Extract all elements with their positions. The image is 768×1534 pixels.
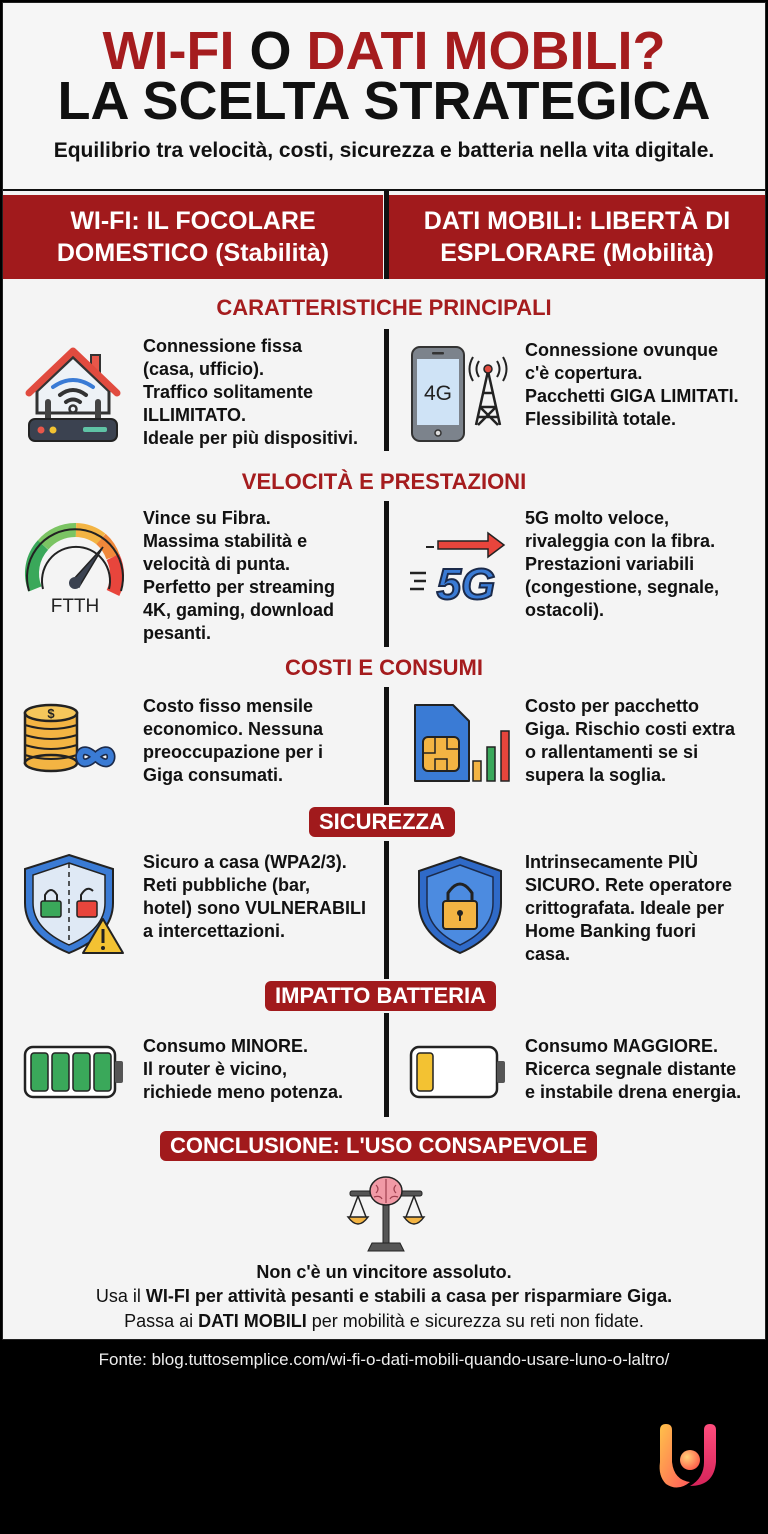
battery-full-icon [23, 1045, 127, 1104]
text-span: per attività pesanti e stabili a casa per risparmiare Giga. [189, 1286, 673, 1306]
text-line: supera la soglia. [525, 765, 667, 785]
text-line: Home Banking fuori [525, 921, 697, 941]
shield-locks-warning-icon [21, 853, 126, 963]
text-line: Costo per pacchetto [525, 696, 700, 716]
column-header-mobile-line1: DATI MOBILI: LIBERTÀ DI [423, 207, 731, 235]
text-line: Consumo MAGGIORE. [525, 1036, 718, 1056]
mobile-costs-text [525, 695, 735, 787]
brain-scale-icon [346, 1175, 426, 1258]
text-line: Connessione ovunque [525, 340, 719, 360]
svg-text:$: $ [47, 706, 55, 721]
text-line: o rallentamenti se si [525, 742, 699, 762]
title-o: O [234, 21, 307, 81]
section-title-features: CARATTERISTICHE PRINCIPALI [216, 295, 552, 320]
conclusion-line-3 [3, 1308, 765, 1334]
text-line: 5G molto veloce, [525, 508, 670, 528]
section-title-speed: VELOCITÀ E PRESTAZIONI [241, 469, 527, 494]
battery-low-icon [409, 1045, 509, 1104]
shield-lock-icon [415, 855, 505, 960]
title-line-2: LA SCELTA STRATEGICA [57, 71, 711, 131]
column-header-wifi-line1: WI-FI: IL FOCOLARE [70, 207, 316, 235]
wifi-speed-text [143, 507, 335, 645]
mobile-security-text [525, 851, 732, 966]
conclusion-title: CONCLUSIONE: L'USO CONSAPEVOLE [160, 1131, 597, 1161]
text-line: velocità di punta. [143, 554, 291, 574]
text-line: Vince su Fibra. [143, 508, 271, 528]
brand-logo-icon [652, 1422, 724, 1499]
mobile-features-text [525, 339, 739, 431]
infographic-card [2, 2, 766, 1340]
mobile-battery-text [525, 1035, 741, 1104]
text-line: Consumo MINORE. [143, 1036, 308, 1056]
text-line: crittografata. Ideale per [525, 898, 725, 918]
title-dati-mobili: DATI MOBILI? [306, 21, 666, 81]
wifi-costs-text [143, 695, 323, 787]
text-span: per mobilità e sicurezza su reti non fidate. [306, 1311, 644, 1331]
text-line: (casa, ufficio). [143, 359, 265, 379]
text-line: hotel) sono VULNERABILI [143, 898, 366, 918]
text-line: Connessione fissa [143, 336, 303, 356]
text-line: ostacoli). [525, 600, 605, 620]
home-router-wifi-icon [23, 343, 123, 453]
mobile-speed-text [525, 507, 719, 622]
section-title-battery: IMPATTO BATTERIA [265, 981, 496, 1011]
column-header-mobile [389, 195, 765, 279]
text-line: Giga consumati. [143, 765, 284, 785]
text-line: ILLIMITATO. [143, 405, 246, 425]
coins-infinity-icon [21, 701, 131, 786]
text-line: Ideale per più dispositivi. [143, 428, 359, 448]
svg-text:4G: 4G [423, 382, 453, 405]
text-line: Prestazioni variabili [525, 554, 695, 574]
subtitle: Equilibrio tra velocità, costi, sicurezza e batteria nella vita digitale. [53, 139, 715, 162]
text-line: preoccupazione per i [143, 742, 324, 762]
text-span-bold: WI-FI [145, 1286, 190, 1306]
text-line: Costo fisso mensile [143, 696, 314, 716]
column-header-mobile-line2: ESPLORARE (Mobilità) [440, 239, 714, 267]
text-line: (congestione, segnale, [525, 577, 720, 597]
column-header-wifi [3, 195, 383, 279]
column-divider [384, 329, 389, 451]
text-line: c'è copertura. [525, 363, 643, 383]
text-line: Traffico solitamente [143, 382, 314, 402]
section-title-costs: COSTI E CONSUMI [284, 655, 483, 680]
column-divider [384, 687, 389, 805]
text-line: Sicuro a casa (WPA2/3). [143, 852, 347, 872]
text-line: Ricerca segnale distante [525, 1059, 737, 1079]
column-divider [384, 841, 389, 979]
sim-card-bars-icon [413, 701, 513, 790]
text-line: Flessibilità totale. [525, 409, 677, 429]
column-divider [384, 1013, 389, 1117]
text-line: Massima stabilità e [143, 531, 308, 551]
text-line: rivaleggia con la fibra. [525, 531, 716, 551]
text-line: Intrinsecamente PIÙ [525, 852, 699, 872]
column-header-wifi-line2: DOMESTICO (Stabilità) [56, 239, 330, 267]
text-line: casa. [525, 944, 571, 964]
header [3, 3, 765, 191]
text-line: Perfetto per streaming [143, 577, 336, 597]
text-line: pesanti. [143, 623, 212, 643]
text-line: SICURO. Rete operatore [525, 875, 733, 895]
svg-text:FTTH: FTTH [50, 596, 100, 617]
text-line: a intercettazioni. [143, 921, 286, 941]
text-span-bold: DATI MOBILI [198, 1311, 307, 1331]
text-span: Usa il [95, 1286, 146, 1306]
text-line: e instabile drena energia. [525, 1082, 742, 1102]
title-wifi: WI-FI [102, 21, 235, 81]
source-link[interactable]: Fonte: blog.tuttosemplice.com/wi-fi-o-dati-mobili-quando-usare-luno-o-laltro/ [98, 1350, 670, 1369]
phone-4g-tower-icon [408, 345, 513, 450]
text-line: richiede meno potenza. [143, 1082, 344, 1102]
text-line: 4K, gaming, download [143, 600, 335, 620]
conclusion-line-2 [3, 1283, 765, 1309]
wifi-battery-text [143, 1035, 343, 1104]
conclusion-line-1: Non c'è un vincitore assoluto. [256, 1262, 512, 1282]
text-line: economico. Nessuna [143, 719, 324, 739]
svg-text:5G: 5G [436, 560, 496, 605]
text-line: Giga. Rischio costi extra [525, 719, 736, 739]
wifi-security-text [143, 851, 366, 943]
5g-speed-icon [408, 525, 518, 610]
section-title-security: SICUREZZA [309, 807, 455, 837]
column-divider [384, 501, 389, 647]
text-line: Il router è vicino, [143, 1059, 288, 1079]
text-line: Reti pubbliche (bar, [143, 875, 311, 895]
text-span: Passa ai [124, 1311, 199, 1331]
text-line: Pacchetti GIGA LIMITATI. [525, 386, 739, 406]
wifi-features-text [143, 335, 358, 450]
column-divider [384, 189, 389, 279]
speedometer-icon [21, 517, 131, 622]
